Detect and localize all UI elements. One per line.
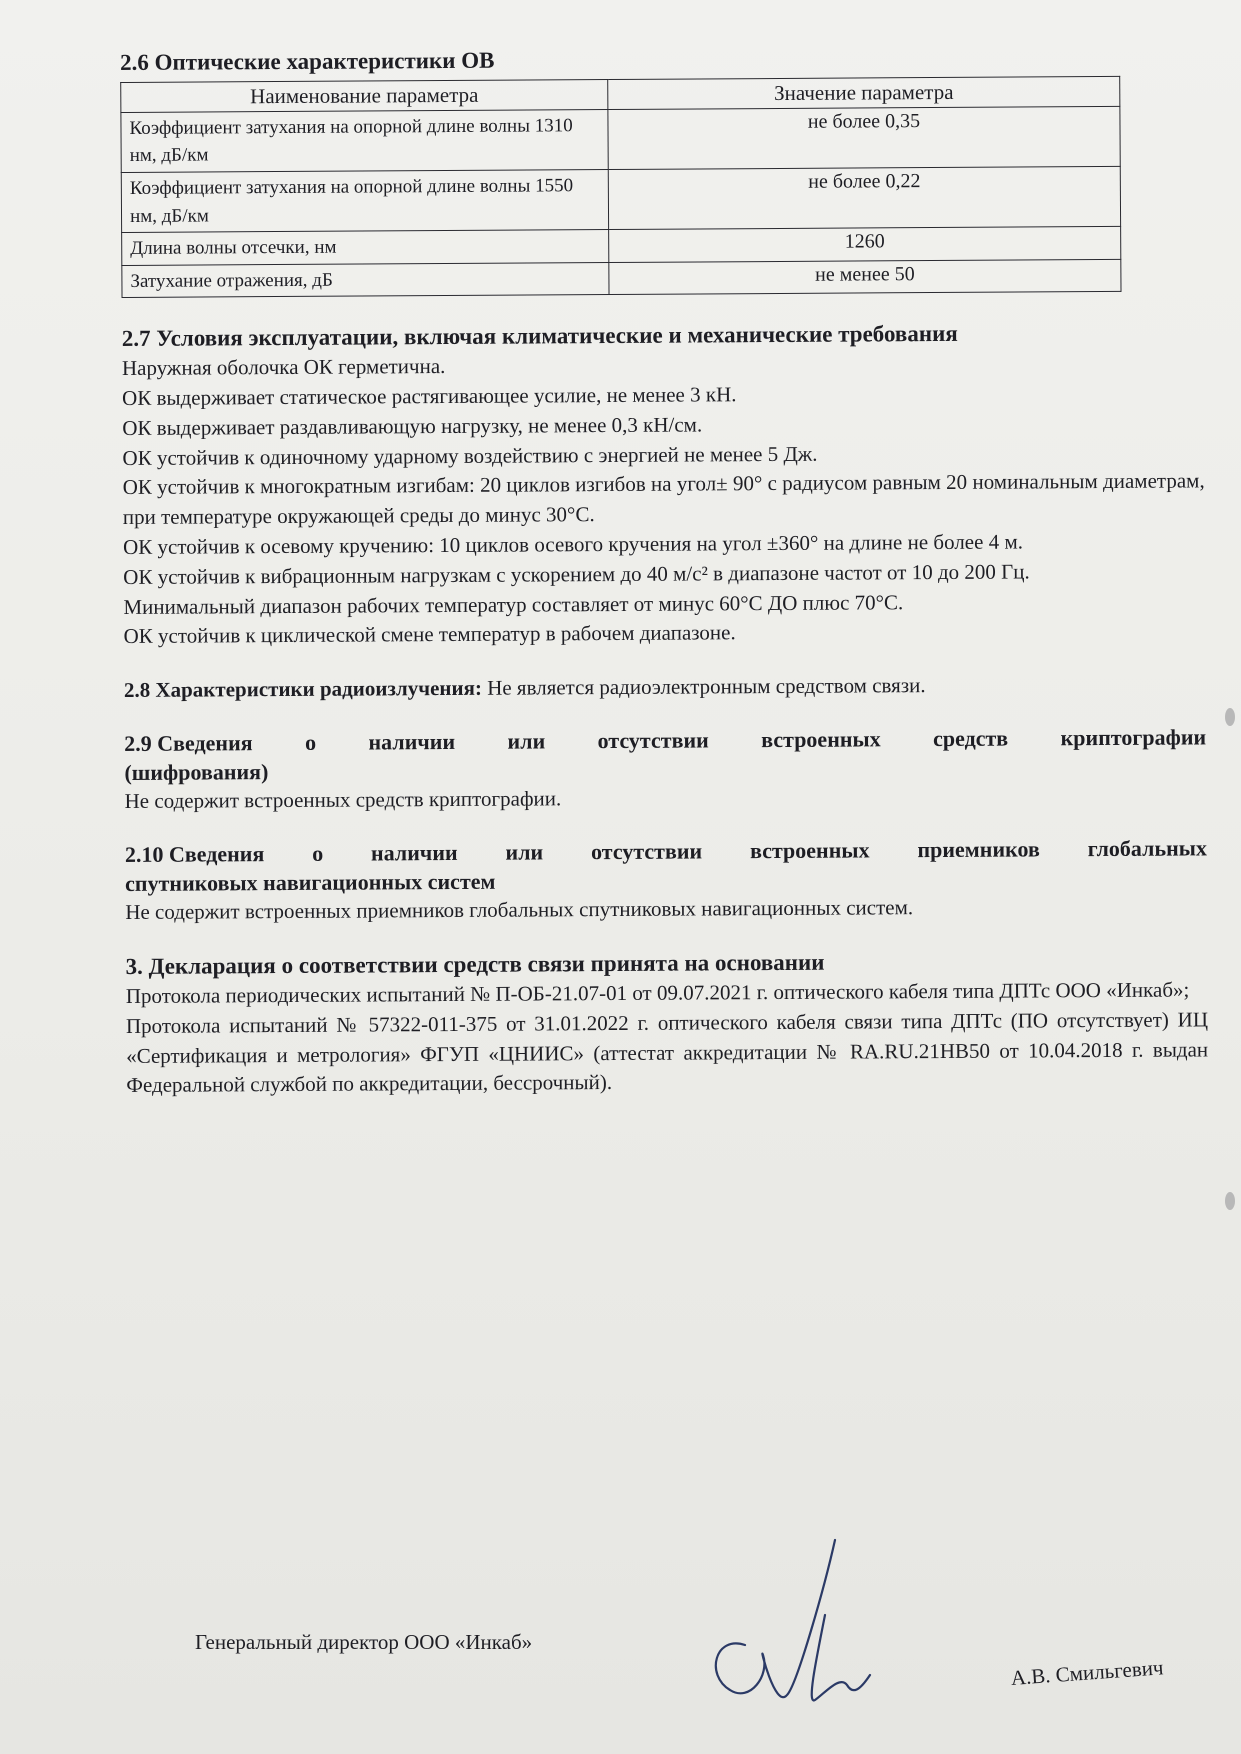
condition-line: Наружная оболочка ОК герметична. — [121, 354, 446, 381]
condition-line: ОК устойчив к циклической смене температур в рабочем диапазоне. — [123, 620, 736, 649]
condition-line: ОК выдерживает статическое растягивающее усилие, не менее 3 кН. — [122, 382, 737, 410]
title-word: отсутствии — [590, 838, 703, 865]
section-3 — [126, 945, 1209, 1101]
title-word: встроенных — [749, 837, 870, 864]
section-2-8-text: Не является радиоэлектронным средством связи. — [487, 673, 926, 700]
title-word: глобальных — [1087, 835, 1207, 862]
section-2-9-title-line2: (шифрования) — [124, 758, 269, 785]
title-word: или — [507, 728, 546, 754]
title-word: приемников — [917, 836, 1040, 863]
condition-line: Минимальный диапазон рабочих температур составляет от минус 60°С ДО плюс 70°С. — [123, 589, 904, 619]
title-word: встроенных — [761, 726, 881, 753]
condition-line: ОК устойчив к многократным изгибам: 20 циклов изгибов на угол± 90° с радиусом равным 20 номинальным диаметрам, при температуре окружающей среды до минус 30°С. — [122, 468, 1205, 530]
section-2-7-body — [122, 347, 1206, 652]
section-2-8-title: 2.8 Характеристики радиоизлучения: — [123, 675, 482, 703]
section-2-9 — [124, 723, 1207, 817]
basis-item: Протокола испытаний № 57322-011-375 от 31.01.2022 г. оптического кабеля связи типа ДПТс (ПО отсутствует) ИЦ «Сертификация и метрология» ФГУП «ЦНИИС» (аттестат аккредитации № RA.RU.21НВ50 от 10.04.2018 г. выдан Федеральной службой по аккредитации, бессрочный). — [125, 1007, 1209, 1098]
param-name: Коэффициент затухания на опорной длине волны 1550 нм, дБ/км — [121, 170, 608, 233]
param-value: не более 0,22 — [608, 166, 1120, 229]
condition-line: ОК устойчив к вибрационным нагрузкам с ускорением до 40 м/с² в диапазоне частот от 10 до 200 Гц. — [123, 559, 1030, 589]
paper-mark — [1225, 708, 1235, 726]
title-word: средств — [933, 725, 1009, 752]
title-word: или — [505, 839, 544, 865]
param-name: Длина волны отсечки, нм — [122, 230, 609, 266]
condition-line: ОК устойчив к одиночному ударному воздействию с энергией не менее 5 Дж. — [122, 441, 818, 470]
basis-item: Протокола периодических испытаний № П-ОБ-21.07-01 от 09.07.2021 г. оптического кабеля типа ДПТс ООО «Инкаб»; — [125, 977, 1190, 1008]
section-3-title: 3. Декларация о соответствии средств связи принята на основании — [125, 949, 825, 979]
condition-line: ОК устойчив к осевому кручению: 10 циклов осевого кручения на угол ±360° на длине не более 4 м. — [122, 529, 1024, 559]
signatory-name: А.В. Смильгевич — [1010, 1655, 1165, 1690]
table-header-value: Значение параметра — [608, 76, 1120, 109]
title-word: криптографии — [1060, 724, 1207, 751]
param-name: Коэффициент затухания на опорной длине волны 1310 нм, дБ/км — [121, 109, 608, 172]
table-row — [121, 166, 1120, 232]
document-content — [120, 41, 1208, 1101]
param-value: не более 0,35 — [608, 106, 1120, 169]
param-value: 1260 — [609, 226, 1121, 262]
table-row — [122, 259, 1121, 298]
optical-params-table — [120, 76, 1121, 298]
title-word: 2.10 Сведения — [124, 841, 265, 867]
title-word: о — [304, 729, 317, 755]
title-word: наличии — [370, 839, 458, 866]
section-2-10-text: Не содержит встроенных приемников глобальных спутниковых навигационных систем. — [125, 895, 914, 925]
section-2-10-title-line2: спутниковых навигационных систем — [125, 868, 496, 896]
title-word: 2.9 Сведения — [124, 730, 253, 756]
title-word: отсутствии — [597, 727, 709, 754]
section-2-10 — [125, 834, 1208, 928]
table-row — [121, 106, 1120, 172]
signatory-title: Генеральный директор ООО «Инкаб» — [195, 1630, 533, 1654]
table-header-name: Наименование параметра — [121, 79, 608, 112]
paper-mark — [1225, 1192, 1235, 1210]
condition-line: ОК выдерживает раздавливающую нагрузку, не менее 0,3 кН/см. — [122, 412, 703, 440]
title-word: о — [312, 840, 324, 866]
signature-block — [195, 1620, 1195, 1730]
param-value: не менее 50 — [609, 259, 1121, 295]
handwritten-signature-icon — [675, 1525, 875, 1725]
section-2-7-title: 2.7 Условия эксплуатации, включая климатические и механические требования — [121, 321, 958, 352]
title-word: наличии — [368, 728, 456, 755]
param-name: Затухание отражения, дБ — [122, 262, 609, 298]
section-2-8 — [124, 670, 1206, 706]
section-2-9-text: Не содержит встроенных средств криптографии. — [124, 786, 562, 814]
section-2-6-title: 2.6 Оптические характеристики ОВ — [120, 47, 495, 75]
